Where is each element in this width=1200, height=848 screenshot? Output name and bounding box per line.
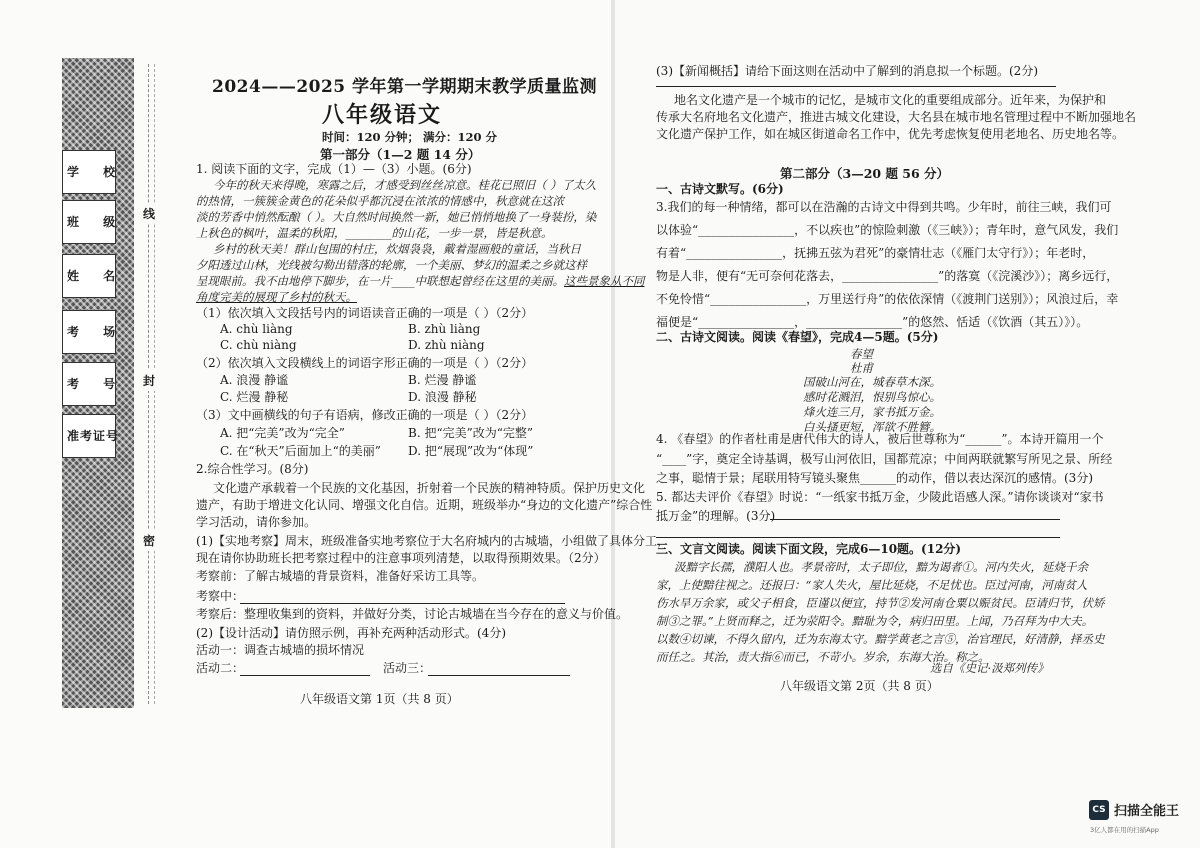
q2-2-intro: (2)【设计活动】请仿照示例，再补充两种活动形式。(4分) <box>196 626 506 640</box>
passage-line-2: 的热情，一簇簇金黄色的花朵似乎都沉浸在浓浓的情感中，秋意就在这浓 <box>196 194 564 208</box>
news-line-2: 传承大名府地名文化遗产，推进古城文化建设，大名县在城市地名管理过程中不断加强地名 <box>656 110 1137 124</box>
q2-1-line-1: (1)【实地考察】周末，班级准备实地考察位于大名府城内的古城墙，小组做了具体分工， <box>196 534 670 548</box>
news-line-3: 文化遗产保护工作，如在城区街道命名工作中，优先考虑恢复使用老地名、历史地名等。 <box>656 127 1125 141</box>
classical-source: 选自《史记·汲郑列传》 <box>930 661 1049 675</box>
binding-mark-line: 线 <box>143 203 155 224</box>
section2-heading: 二、古诗文阅读。阅读《春望》，完成4—5题。(5分) <box>656 330 939 344</box>
exam-subject: 八年级语文 <box>322 102 443 128</box>
passage-line-1: 今年的秋天来得晚，寒露之后，才感受到丝丝凉意。桂花已照旧（ ）了太久 <box>213 178 597 192</box>
q4-line-1: 4. 《春望》的作者杜甫是唐代伟大的诗人，被后世尊称为“______”。本诗开篇用一个 <box>656 432 1104 446</box>
binding-field-school: 学 校 <box>62 150 116 194</box>
camscanner-logo-icon: CS <box>1089 800 1109 820</box>
q1-3-option-b: B. 把“完美”改为“完整” <box>408 426 533 440</box>
page-fold <box>611 0 615 848</box>
q3-line-3: 有着“________________，抚拂五弦为君死”的豪情壮志（《雁门太守行》）；年老时， <box>656 246 1095 260</box>
q1-2: （2）依次填入文段横线上的词语字形正确的一项是（ ）（2分） <box>196 356 534 370</box>
q3-line-6: 福便是“________________，________________”的悠然、恬适（《饮酒（其五）》）。 <box>656 315 1089 329</box>
news-line-1: 地名文化遗产是一个城市的记忆，是城市文化的重要组成部分。近年来，为保护和 <box>674 93 1107 107</box>
time-score: 时间：120 分钟； 满分：120 分 <box>322 130 498 144</box>
binding-field-name: 姓 名 <box>62 254 116 298</box>
q1-2-option-c: C. 烂漫 静秘 <box>220 390 289 404</box>
poem-title: 春望 <box>850 347 873 361</box>
q4-line-2: “____”字，奠定全诗基调，极写山河依旧，国都荒凉；中间两联就繁写所见之景、所经 <box>656 452 1113 466</box>
passage-line-5: 乡村的秋天美！群山包围的村庄，炊烟袅袅，戴着湿画般的童话，当秋日 <box>213 242 581 256</box>
left-footer: 八年级语文第 1页（共 8 页） <box>300 692 459 706</box>
q2-2-activity-2-answer-line[interactable] <box>240 675 370 676</box>
watermark-tagline: 3亿人都在用的扫描App <box>1090 826 1159 834</box>
binding-mark-seal: 封 <box>143 370 155 391</box>
q5-line-2: 抵万金”的理解。(3分) <box>656 509 776 523</box>
q1-3-option-d: D. 把“展现”改为“体现” <box>408 444 534 458</box>
q2-1-during-answer-line[interactable] <box>240 603 565 604</box>
q2-2-activity-3-label: 活动三： <box>383 661 432 675</box>
q2-1-before: 考察前：了解古城墙的背景资料，准备好采访工具等。 <box>196 569 485 583</box>
part2-heading: 第二部分（3—20 题 56 分） <box>780 166 950 181</box>
q1-2-option-b: B. 烂漫 静谧 <box>408 373 477 387</box>
q5-line-1: 5. 都达夫评价《春望》时说：“一纸家书抵万金，少陵此语感人深。”请你谈谈对“家书 <box>656 490 1104 504</box>
q2-2-activity-2-label: 活动二： <box>196 661 245 675</box>
binding-field-class: 班 级 <box>62 200 116 244</box>
passage-line-6: 夕阳透过山林，光线被勾勒出错落的轮廓，一个美丽、梦幻的温柔之乡就这样 <box>196 258 587 272</box>
q2-1-during-label: 考察中： <box>196 589 245 603</box>
q3-line-4: 物是人非，便有“无可奈何花落去，________________”的落寞（《浣溪沙》）；离乡远行， <box>656 269 1119 283</box>
poem-line-2: 感时花溅泪，恨别鸟惊心。 <box>803 390 941 404</box>
q2-1-after: 考察后：整理收集到的资料，并做好分类，讨论古城墙在当今存在的意义与价值。 <box>196 607 629 621</box>
classical-line-1: 汲黯字长孺，濮阳人也。孝景帝时，太子即位，黯为谒者①。河内失火，延烧千余 <box>674 560 1088 574</box>
q1-3: （3）文中画横线的句子有语病，修改正确的一项是（ ）（2分） <box>196 408 534 422</box>
poem-line-4: 白头搔更短，浑欲不胜簪。 <box>803 420 941 434</box>
q1-3-option-c: C. 在“秋天”后面加上“的美丽” <box>220 444 381 458</box>
q2-line-3: 学习活动，请你参加。 <box>196 515 317 529</box>
classical-line-3: 伤水旱万余家，或父子相食，臣谨以便宜，持节②发河南仓粟以赈贫民。臣请归节，伏矫 <box>656 596 1105 610</box>
q2-2-activity-1: 活动一：调查古城墙的损坏情况 <box>196 643 365 657</box>
q1-intro: 1. 阅读下面的文字，完成（1）—（3）小题。(6分) <box>196 162 472 176</box>
section1-heading: 一、古诗文默写。(6分) <box>656 182 784 196</box>
q2-3-answer-line[interactable] <box>656 86 1056 87</box>
classical-line-6: 而任之。其治，责大指⑥而已，不苛小。岁余，东海大治。称之。 <box>656 650 990 664</box>
q1-2-option-a: A. 浪漫 静谧 <box>220 373 289 387</box>
watermark-brand: 扫描全能王 <box>1114 804 1180 819</box>
classical-line-4: 制③之罪。”上贤而释之，迁为荥阳令。黯耻为令，病归田里。上闻，乃召拜为中大夫。 <box>656 614 1094 628</box>
passage-underlined-sentence-a: 这些景象从不同 <box>564 274 645 288</box>
binding-mark-secret: 密 <box>143 530 155 551</box>
q1-3-option-a: A. 把“完美”改为“完全” <box>220 426 345 440</box>
q1-2-option-d: D. 浪漫 静秘 <box>408 390 477 404</box>
q2-intro: 2.综合性学习。(8分) <box>196 462 309 476</box>
q1-1-option-c: C. chù niàng <box>220 338 297 352</box>
passage-line-7: 呈现眼前。我不由地停下脚步，在一片____中联想起曾经在这里的美丽。这些景象从不同 <box>196 274 645 288</box>
poem-line-1: 国破山河在，城春草木深。 <box>803 375 941 389</box>
q3-line-5: 不免怜惜“________________，万里送行舟”的依依深情（《渡荆门送别》）；风浪过后，幸 <box>656 292 1119 306</box>
q5-answer-line-1[interactable] <box>770 519 1060 520</box>
q1-1-option-a: A. chù liàng <box>220 322 293 336</box>
poem-line-3: 烽火连三月，家书抵万金。 <box>803 405 941 419</box>
q2-1-line-2: 现在请你协助班长把考察过程中的注意事项列清楚，以取得预期效果。（2分） <box>196 551 606 565</box>
q3-line-2: 以体验“________________，不以疾也”的惊险刺激（《三峡》）；青年时，意气风发，我们 <box>656 223 1119 237</box>
q2-line-1: 文化遗产承载着一个民族的文化基因，折射着一个民族的精神特质。保护历史文化 <box>213 481 646 495</box>
classical-line-5: 以数④切谏，不得久留内，迁为东海太守。黯学黄老之言⑤，治官理民，好清静，择丞史 <box>656 632 1105 646</box>
q1-1: （1）依次填入文段括号内的词语读音正确的一项是（ ）（2分） <box>196 306 534 320</box>
binding-field-ticket: 准考证号 <box>62 414 116 458</box>
q3-line-1: 3.我们的每一种情绪，都可以在浩瀚的古诗文中得到共鸣。少年时，前往三峡，我们可 <box>656 200 1112 214</box>
q1-1-option-b: B. zhù liàng <box>408 322 481 336</box>
classical-line-2: 家，上使黯往视之。还报曰：“家人失火，屋比延烧，不足忧也。臣过河南，河南贫人 <box>656 578 1088 592</box>
binding-field-number: 考 号 <box>62 362 116 406</box>
q4-line-3: 之事，聪情于景；尾联用特写镜头聚焦______的动作，借以表达深沉的感情。(3分) <box>656 471 1094 485</box>
q2-3: (3)【新闻概括】请给下面这则在活动中了解到的消息拟一个标题。(2分) <box>656 64 1038 78</box>
q2-line-2: 遗产，有助于增进文化认同、增强文化自信。近期，班级举办“身边的文化遗产”综合性 <box>196 498 653 512</box>
passage-line-3: 淡的芳香中悄然酝酿（ ）。大自然时间换然一新，她已悄悄地换了一身装扮，染 <box>196 210 597 224</box>
right-footer: 八年级语文第 2页（共 8 页） <box>780 679 939 693</box>
passage-underlined-sentence-b: 角度完美的展现了乡村的秋天。 <box>196 290 357 304</box>
exam-title: 2024——2025 学年第一学期期末教学质量监测 <box>212 77 598 97</box>
passage-line-4: 上秋色的枫叶，温柔的秋阳，________的山花，一步一景，皆是秋意。 <box>196 226 553 240</box>
q5-answer-line-2[interactable] <box>656 537 1060 538</box>
part1-heading: 第一部分（1—2 题 14 分） <box>320 147 481 162</box>
section3-heading: 三、文言文阅读。阅读下面文段，完成6—10题。(12分) <box>656 542 962 556</box>
binding-field-room: 考 场 <box>62 310 116 354</box>
poem-author: 杜甫 <box>850 361 873 375</box>
q1-1-option-d: D. zhù niàng <box>408 338 485 352</box>
q2-2-activity-3-answer-line[interactable] <box>428 675 570 676</box>
